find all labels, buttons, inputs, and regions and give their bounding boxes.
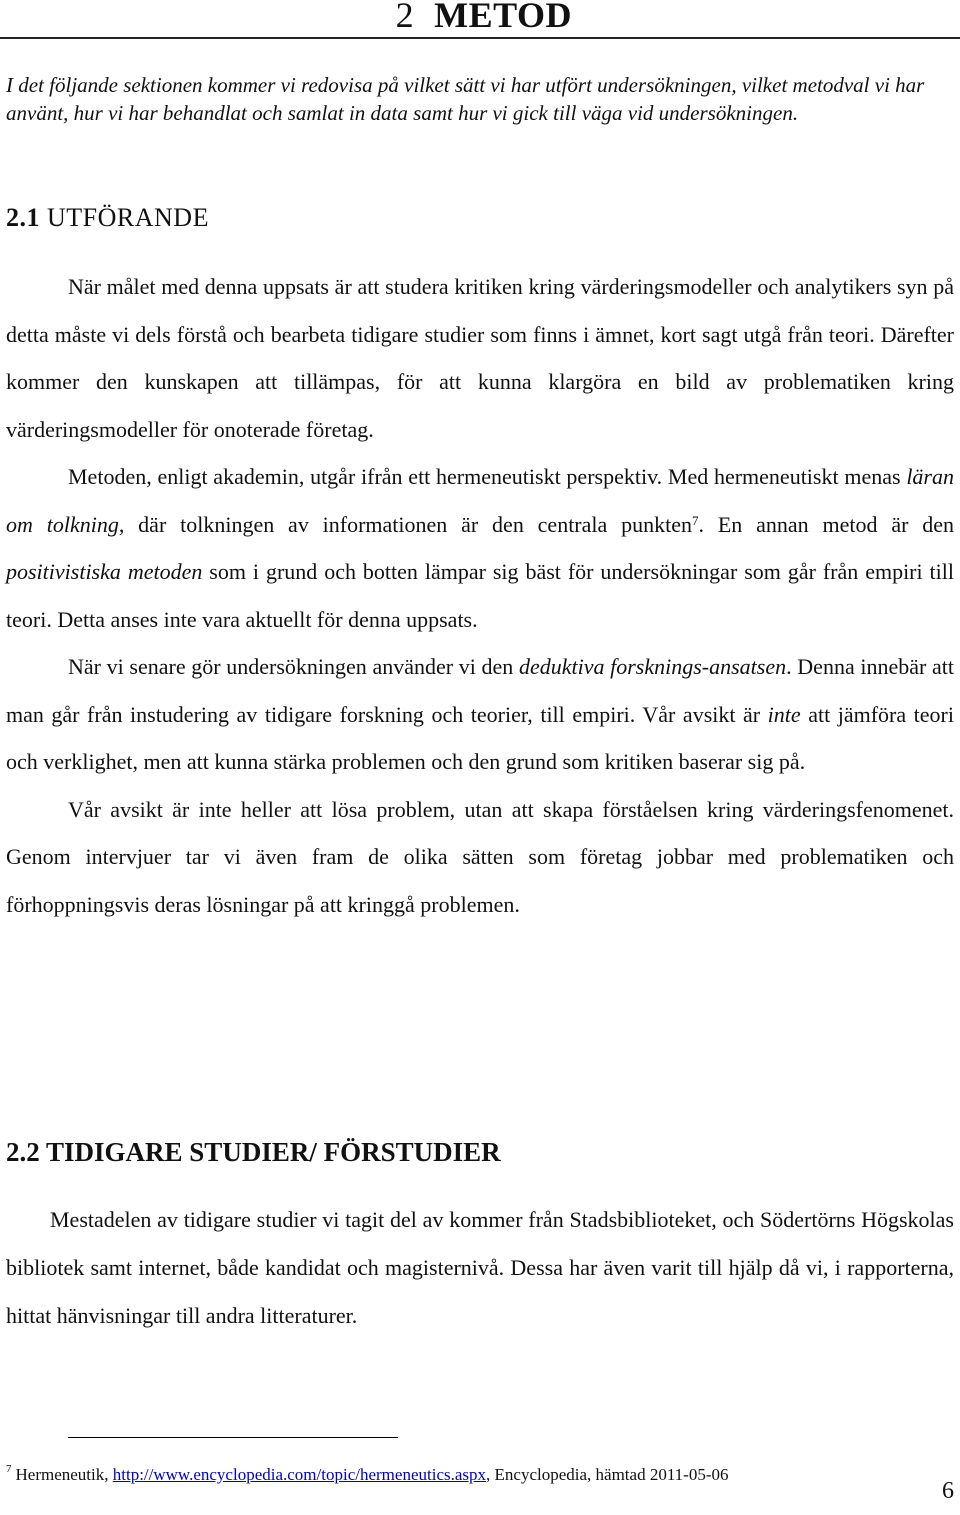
footnote: $^7$ Hermeneutik, http://www.encyclopedia.com/topic/hermeneutics.aspx, Encyclopedia, hämtad 2011-05-06 [6,1463,729,1484]
footnote-number: 7 [6,1463,12,1475]
footnote-link[interactable]: http://www.encyclopedia.com/topic/hermeneutics.aspx [112,1465,487,1484]
chapter-title [396,0,572,36]
paragraph: Mestadelen av tidigare studier vi tagit del av kommer från Stadsbiblioteket, och Södertörns Högskolas bibliotek samt internet, både kandidat och magisternivå. Dessa har även varit till hjälp då vi, i rapporterna, hittat hänvisningar till andra litteraturer. [6,1207,954,1328]
section-number: 2.1 [6,203,40,232]
emphasis: inte [767,701,801,727]
section-title: UTFÖRANDE [47,203,209,232]
emphasis: läran om tolkning [6,464,954,537]
section-number: 2.2 [6,1137,40,1167]
section-body-tidigare-studier [6,1196,954,1340]
page-number: 6 [942,1478,954,1504]
chapter-name: METOD [434,0,572,35]
section-heading-tidigare-studier [6,1137,501,1168]
paragraph: Metoden, enligt akademin, utgår ifrån ett hermeneutiskt perspektiv. Med hermeneutiskt menas läran om tolkning, där tolkningen av informationen är den centrala punkten$^7$. En annan metod är den positivistiska metoden som i grund och botten lämpar sig bäst för undersökningar som går från empiri till teori. Detta anses inte vara aktuellt för denna uppsats. [6,464,955,632]
section-body-utforande [6,263,954,928]
footnote-ref[interactable]: 7 [692,512,699,528]
paragraph: När målet med denna uppsats är att studera kritiken kring värderingsmodeller och analytikers syn på detta måste vi dels förstå och bearbeta tidigare studier som finns i ämnet, kort sagt utgå från teori. Därefter kommer den kunskapen att tillämpas, för att kunna klargöra en bild av problematiken kring värderingsmodeller för onoterade företag. [6,274,954,442]
emphasis: positivistiska metoden [6,559,203,584]
title-divider [0,37,960,39]
emphasis: deduktiva forsknings-ansatsen [518,654,787,679]
footnote-divider [68,1437,398,1438]
section-heading-utforande [6,203,209,233]
intro-paragraph: I det följande sektionen kommer vi redovisa på vilket sätt vi har utfört undersökningen, vilket metodval vi har använt, hur vi har behandlat och samlat in data samt hur vi gick till väga vid undersökningen. [6,73,925,125]
chapter-number: 2 [395,0,415,35]
section-title: TIDIGARE STUDIER/ FÖRSTUDIER [46,1137,501,1167]
paragraph: Vår avsikt är inte heller att lösa problem, utan att skapa förståelsen kring värderingsfenomenet. Genom intervjuer tar vi även fram de olika sätten som företag jobbar med problematiken och förhoppningsvis deras lösningar på att kringgå problemen. [6,796,954,917]
paragraph: När vi senare gör undersökningen använder vi den deduktiva forsknings-ansatsen. Denna innebär att man går från instudering av tidigare forskning och teorier, till empiri. Vår avsikt är inte att jämföra teori och verklighet, men att kunna stärka problemen och den grund som kritiken baserar sig på. [6,654,954,774]
